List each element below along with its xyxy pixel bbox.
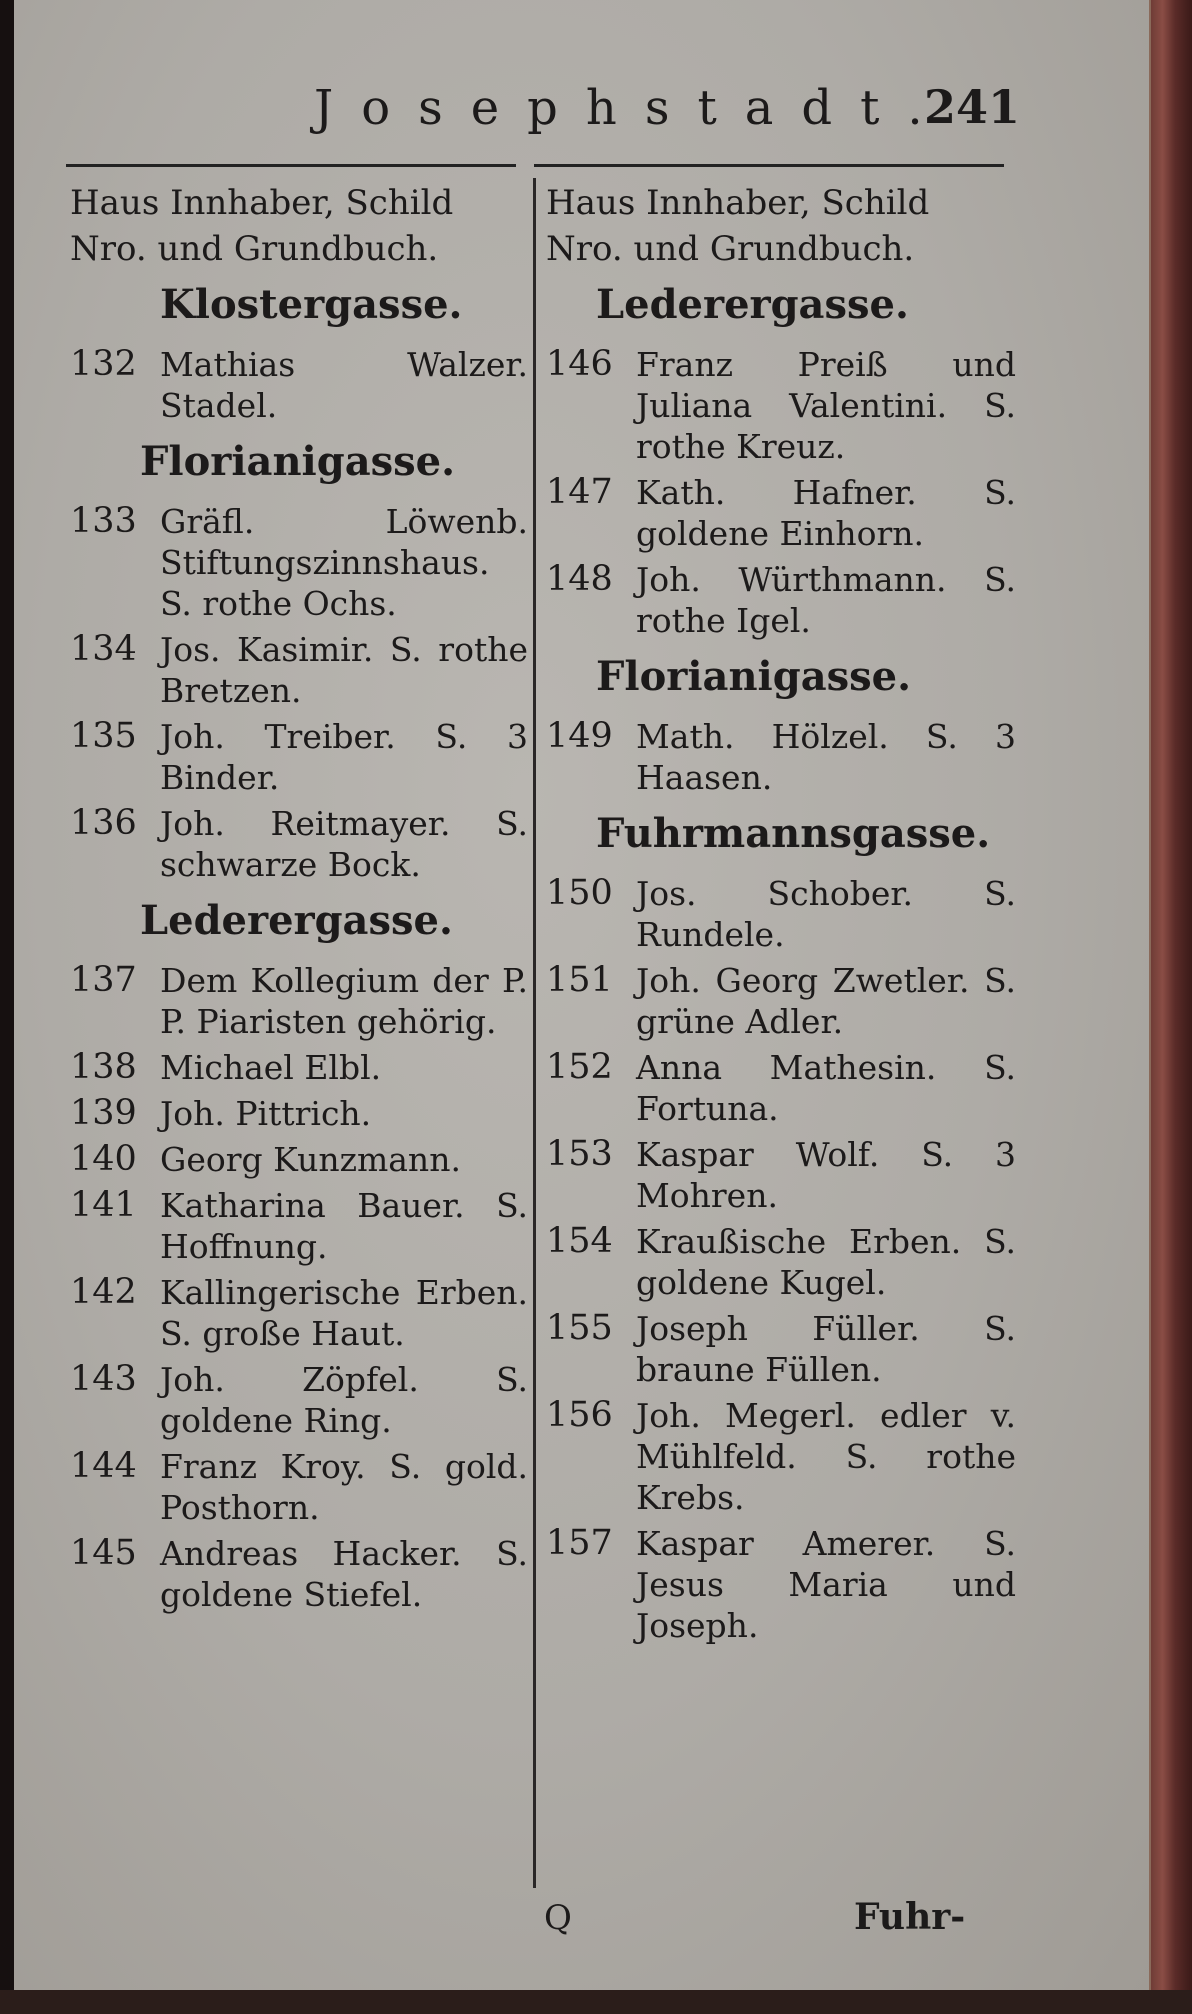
- house-number: 146: [546, 344, 613, 384]
- house-owner: Joh. Zöpfel. S. goldene Ring.: [160, 1360, 528, 1440]
- house-entry: [546, 960, 1016, 1042]
- house-entry: [546, 344, 1016, 467]
- running-header: [294, 80, 1021, 150]
- house-number: 134: [70, 629, 137, 669]
- house-number: 132: [70, 344, 137, 384]
- house-number: 149: [546, 716, 613, 756]
- house-owner: Kraußische Erben. S. goldene Kugel.: [636, 1222, 1016, 1302]
- book-edge: [1150, 0, 1192, 2014]
- house-entry: [70, 960, 528, 1042]
- house-number: 153: [546, 1134, 613, 1174]
- book-page: [14, 0, 1151, 1990]
- house-owner: Georg Kunzmann.: [160, 1140, 461, 1179]
- house-entry: [70, 1139, 528, 1180]
- house-number: 151: [546, 960, 613, 1000]
- column-header-line1: Haus Innhaber, Schild: [546, 183, 930, 223]
- house-entry: [70, 1185, 528, 1267]
- house-owner: Joh. Reitmayer. S. schwarze Bock.: [160, 804, 528, 884]
- house-number: 143: [70, 1359, 137, 1399]
- house-entry: [546, 1134, 1016, 1216]
- house-entry: [70, 344, 528, 426]
- house-number: 156: [546, 1395, 613, 1435]
- house-entry: [546, 1308, 1016, 1390]
- house-entry: [546, 1221, 1016, 1303]
- signature-mark: Q: [544, 1898, 572, 1938]
- house-entry: [70, 1446, 528, 1528]
- house-number: 137: [70, 960, 137, 1000]
- house-entry: [546, 559, 1016, 641]
- house-number: 147: [546, 472, 613, 512]
- page-number: 241: [924, 80, 1021, 134]
- house-owner: Franz Preiß und Juliana Valentini. S. rothe Kreuz.: [636, 345, 1016, 466]
- house-number: 139: [70, 1093, 137, 1133]
- house-number: 142: [70, 1272, 137, 1312]
- catchword: Fuhr-: [854, 1896, 966, 1938]
- house-number: 140: [70, 1139, 137, 1179]
- house-entry: [546, 873, 1016, 955]
- street-heading: Fuhrmannsgasse.: [596, 810, 991, 857]
- house-owner: Franz Kroy. S. gold. Posthorn.: [160, 1447, 528, 1527]
- house-number: 145: [70, 1533, 137, 1573]
- house-owner: Joh. Treiber. S. 3 Binder.: [160, 717, 528, 797]
- house-number: 136: [70, 803, 137, 843]
- house-number: 154: [546, 1221, 613, 1261]
- book-bottom-edge: [0, 1990, 1192, 2014]
- house-number: 155: [546, 1308, 613, 1348]
- house-entry: [70, 1359, 528, 1441]
- house-owner: Kath. Hafner. S. goldene Einhorn.: [636, 473, 1016, 553]
- house-number: 148: [546, 559, 613, 599]
- right-column: [546, 180, 1016, 1651]
- house-owner: Jos. Schober. S. Rundele.: [636, 874, 1016, 954]
- house-number: 150: [546, 873, 613, 913]
- street-heading: Florianigasse.: [140, 438, 456, 485]
- house-entry: [546, 472, 1016, 554]
- house-entry: [70, 1047, 528, 1088]
- house-entry: [546, 1395, 1016, 1518]
- house-entry: [70, 629, 528, 711]
- house-number: 144: [70, 1446, 137, 1486]
- header-rule-left: [66, 164, 516, 167]
- house-entry: [546, 716, 1016, 798]
- column-header-line1: Haus Innhaber, Schild: [70, 183, 454, 223]
- house-owner: Joh. Würthmann. S. rothe Igel.: [636, 560, 1016, 640]
- house-owner: Joseph Füller. S. braune Füllen.: [636, 1309, 1016, 1389]
- house-entry: [546, 1047, 1016, 1129]
- header-rule-right: [534, 164, 1004, 167]
- street-heading: Florianigasse.: [596, 653, 912, 700]
- house-number: 141: [70, 1185, 137, 1225]
- house-entry: [546, 1523, 1016, 1646]
- house-owner: Joh. Pittrich.: [160, 1094, 372, 1133]
- column-header: [70, 180, 528, 274]
- house-owner: Joh. Georg Zwetler. S. grüne Adler.: [636, 961, 1016, 1041]
- column-header: [546, 180, 1016, 274]
- house-entry: [70, 1093, 528, 1134]
- house-entry: [70, 1272, 528, 1354]
- column-header-line2: Nro. und Grundbuch.: [546, 229, 915, 269]
- house-owner: Andreas Hacker. S. goldene Stiefel.: [160, 1534, 528, 1614]
- house-owner: Dem Kollegium der P. P. Piaristen gehörig.: [160, 961, 528, 1041]
- house-entry: [70, 501, 528, 624]
- column-header-line2: Nro. und Grundbuch.: [70, 229, 439, 269]
- column-divider: [533, 178, 536, 1888]
- house-owner: Kaspar Amerer. S. Jesus Maria und Joseph.: [636, 1524, 1016, 1645]
- house-owner: Jos. Kasimir. S. rothe Bretzen.: [160, 630, 528, 710]
- house-entry: [70, 716, 528, 798]
- house-number: 135: [70, 716, 137, 756]
- house-owner: Gräfl. Löwenb. Stiftungszinnshaus. S. rothe Ochs.: [160, 502, 528, 623]
- house-owner: Kallingerische Erben. S. große Haut.: [160, 1273, 528, 1353]
- house-entry: [70, 1533, 528, 1615]
- house-owner: Math. Hölzel. S. 3 Haasen.: [636, 717, 1016, 797]
- house-number: 138: [70, 1047, 137, 1087]
- street-heading: Klostergasse.: [160, 281, 463, 328]
- house-owner: Katharina Bauer. S. Hoffnung.: [160, 1186, 528, 1266]
- house-owner: Anna Mathesin. S. Fortuna.: [636, 1048, 1016, 1128]
- house-owner: Joh. Megerl. edler v. Mühlfeld. S. rothe Krebs.: [636, 1396, 1016, 1517]
- house-owner: Kaspar Wolf. S. 3 Mohren.: [636, 1135, 1016, 1215]
- house-number: 157: [546, 1523, 613, 1563]
- house-owner: Mathias Walzer. Stadel.: [160, 345, 528, 425]
- left-column: [70, 180, 528, 1620]
- house-entry: [70, 803, 528, 885]
- running-title: Josephstadt.: [314, 80, 951, 136]
- house-number: 152: [546, 1047, 613, 1087]
- house-owner: Michael Elbl.: [160, 1048, 382, 1087]
- street-heading: Lederergasse.: [140, 897, 453, 944]
- street-heading: Lederergasse.: [596, 281, 909, 328]
- house-number: 133: [70, 501, 137, 541]
